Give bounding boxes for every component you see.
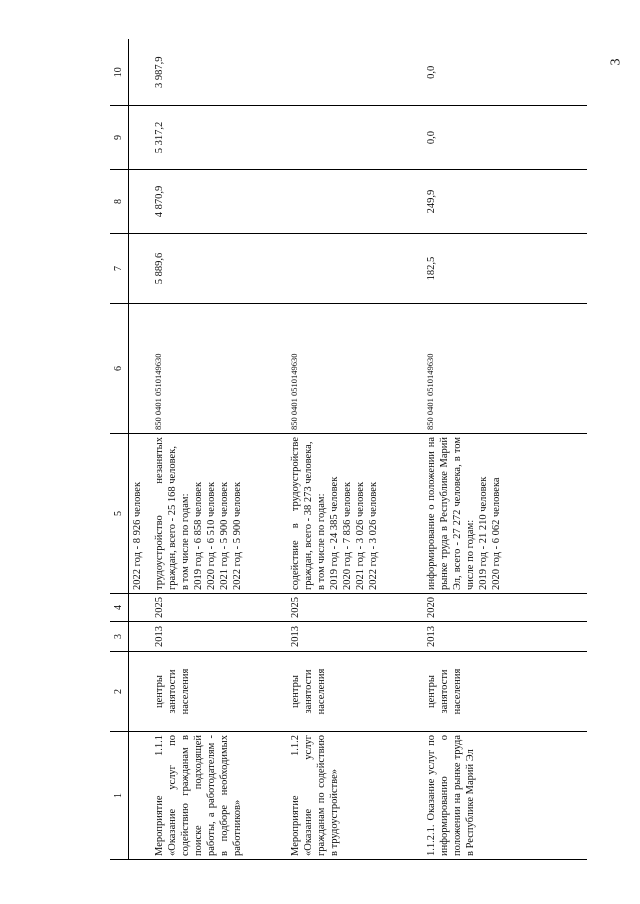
value-col-9: 0,0 — [423, 106, 587, 170]
measure-name: Мероприятие 1.1.1 «Оказание услуг по содействию гражданам в поиске подходящей работы, а работодателям - в подборе необходимых работников» — [151, 732, 287, 860]
start-year: 2013 — [151, 622, 287, 652]
budget-code: 850 0401 0510149630 — [151, 304, 287, 434]
executor: центры занятости населения — [423, 652, 587, 732]
value-col-7 — [287, 234, 423, 304]
column-header-5: 5 — [110, 434, 129, 594]
result-line: 2022 год - 5 900 человек — [232, 481, 244, 590]
value-col-10: 0,0 — [423, 40, 587, 106]
result-line: 2020 год - 6 062 человека — [491, 477, 503, 590]
executor: центры занятости населения — [151, 652, 287, 732]
measure-name: Мероприятие 1.1.2 «Оказание услуг гражданам по содействию в трудоустройстве» — [287, 732, 423, 860]
table-row — [287, 40, 423, 860]
end-year: 2025 — [151, 594, 287, 622]
column-header-2: 2 — [110, 652, 129, 732]
start-year: 2013 — [287, 622, 423, 652]
value-col-8 — [287, 170, 423, 234]
value-col-10: 3 987,9 — [151, 40, 287, 106]
column-number-row — [110, 40, 129, 860]
column-header-10: 10 — [110, 40, 129, 106]
column-header-1: 1 — [110, 732, 129, 860]
value-col-10 — [287, 40, 423, 106]
result-line: в том числе по годам: — [316, 493, 328, 590]
result-line: информирование о положении на рынке труда в Республике Марий Эл, всего - 27 272 человека, в том числе по годам: — [426, 437, 477, 590]
result-line: в том числе по годам: — [180, 493, 192, 590]
start-year: 2013 — [423, 622, 587, 652]
result-line: 2019 год - 24 385 человек — [329, 476, 341, 590]
value-col-9: 5 317,2 — [151, 106, 287, 170]
table-row — [151, 40, 287, 860]
column-header-6: 6 — [110, 304, 129, 434]
result-line: 2021 год - 3 026 человек — [355, 481, 367, 590]
end-year: 2020 — [423, 594, 587, 622]
executor: центры занятости населения — [287, 652, 423, 732]
column-header-9: 9 — [110, 106, 129, 170]
expected-result — [423, 434, 587, 594]
result-line: 2019 год - 6 858 человек — [193, 481, 205, 590]
budget-code: 850 0401 0510149630 — [287, 304, 423, 434]
rotated-table-region — [110, 40, 610, 860]
result-line: содействие в трудоустройстве граждан, всего - 38 273 человека, — [290, 437, 315, 590]
value-col-9 — [287, 106, 423, 170]
column-header-7: 7 — [110, 234, 129, 304]
column-header-4: 4 — [110, 594, 129, 622]
value-col-8: 249,9 — [423, 170, 587, 234]
result-line: 2022 год - 3 026 человек — [368, 481, 380, 590]
column-header-3: 3 — [110, 622, 129, 652]
budget-code: 850 0401 0510149630 — [423, 304, 587, 434]
result-line: 2020 год - 7 836 человек — [342, 481, 354, 590]
measure-name: 1.1.2.1. Оказание услуг по информированию о положении на рынке труда в Республике Марий Эл — [423, 732, 587, 860]
result-line: 2021 год - 5 900 человек — [219, 481, 231, 590]
table-row — [423, 40, 587, 860]
carryover-line: 2022 год - 8 926 человек — [129, 434, 152, 594]
end-year: 2025 — [287, 594, 423, 622]
value-col-7: 182,5 — [423, 234, 587, 304]
page-number: 3 — [608, 58, 624, 66]
expected-result — [287, 434, 423, 594]
result-line: 2019 год - 21 210 человек — [478, 476, 490, 590]
column-header-8: 8 — [110, 170, 129, 234]
result-line: 2020 год - 6 510 человек — [206, 481, 218, 590]
program-table — [110, 40, 587, 861]
value-col-7: 5 889,6 — [151, 234, 287, 304]
value-col-8: 4 870,9 — [151, 170, 287, 234]
carryover-row — [129, 40, 152, 860]
result-line: трудоустройство незанятых граждан, всего - 25 168 человек, — [154, 437, 179, 590]
expected-result — [151, 434, 287, 594]
